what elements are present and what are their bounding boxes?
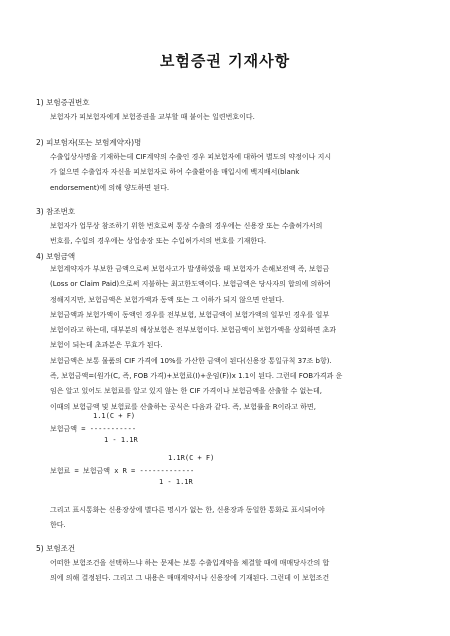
section-4-line-3: 정해지지만, 보험금액은 보험가액과 동액 또는 그 이하가 되지 않으면 안된다. bbox=[50, 295, 285, 304]
section-3-body bbox=[50, 219, 420, 250]
section-4-line-5: 보험이라고 하는데, 대부분의 해상보험은 전부보험이다. 보험금액이 보험가액을 상회하면 초과 bbox=[50, 326, 336, 335]
formula-2-numerator: 1.1R(C + F) bbox=[168, 454, 215, 462]
section-4-line-7: 보험금액은 보통 물품의 CIF 가격에 10%를 가산한 금액이 된다(신용장 통일규칙 37조 b항). bbox=[50, 356, 332, 365]
section-2-body bbox=[50, 150, 420, 196]
section-1-body bbox=[50, 110, 420, 125]
section-4-closing bbox=[50, 503, 420, 534]
section-4-line-9: 임은 알고 있어도 보험료를 알고 있지 않는 한 CIF 가격이나 보험금액을 산출할 수 없는데, bbox=[50, 387, 323, 396]
section-2-heading: 2) 피보험자(또는 보험계약자)명 bbox=[36, 138, 142, 147]
section-4-heading: 4) 보험금액 bbox=[36, 252, 76, 261]
formula-1-label: 보험금액 = ----------- bbox=[50, 425, 137, 433]
section-2-line-3: endorsement)에 의해 양도하면 된다. bbox=[50, 183, 170, 192]
section-4-line-2: (Loss or Claim Paid)으로써 지불하는 최고한도액이다. 보험금액은 당사자의 합의에 의하여 bbox=[50, 280, 331, 289]
section-1-line-1: 보험자가 피보험자에게 보험증권을 교부할 때 붙이는 일련번호이다. bbox=[50, 113, 255, 121]
section-2-line-2: 가 없으면 수출업자 자신을 피보험자로 하여 수출환어음 매입시에 백지배서(blank bbox=[50, 168, 300, 177]
section-5-body bbox=[50, 556, 420, 587]
formula-2-denominator: 1 - 1.1R bbox=[159, 478, 193, 486]
section-5-heading: 5) 보험조건 bbox=[36, 544, 76, 553]
formula-1-numerator: 1.1(C + F) bbox=[93, 412, 136, 420]
formula-1-denominator: 1 - 1.1R bbox=[104, 436, 138, 444]
section-4-closing-line-2: 한다. bbox=[50, 521, 66, 530]
section-4-line-10: 이때의 보험금액 및 보험료를 산출하는 공식은 다음과 같다. 즉, 보험률을 R이라고 하면, bbox=[50, 402, 316, 411]
section-4-body bbox=[50, 262, 420, 415]
section-4-line-4: 보험금액과 보험가액이 동액인 경우를 전부보험, 보험금액이 보험가액의 일부인 경우를 일부 bbox=[50, 310, 330, 319]
section-5-line-1: 어떠한 보험조건을 선택하느냐 하는 문제는 보통 수출입계약을 체결할 때에 매매당사간의 합 bbox=[50, 559, 330, 567]
section-4-line-6: 보험이 되는데 초과분은 무효가 된다. bbox=[50, 341, 163, 350]
section-3-line-2: 번호를, 수입의 경우에는 상업송장 또는 수입허가서의 번호를 기재한다. bbox=[50, 237, 267, 246]
section-3-heading: 3) 참조번호 bbox=[36, 207, 76, 216]
formula-2-label: 보험료 = 보험금액 x R = ------------- bbox=[50, 467, 195, 475]
section-4-line-8: 즉, 보험금액=(원가(C, 즉, FOB 가격)+보험료(I)+운임(F))x 1.1이 된다. 그런데 FOB가격과 운 bbox=[50, 372, 343, 381]
section-2-line-1: 수출입상사명을 기재하는데 CIF계약의 수출인 경우 피보험자에 대하여 별도의 약정이나 지시 bbox=[50, 153, 332, 161]
page-title: 보험증권 기재사항 bbox=[159, 52, 291, 70]
section-5-line-2: 의에 의해 결정된다. 그리고 그 내용은 매매계약서나 신용장에 기재된다. 그런데 이 보험조건 bbox=[50, 574, 330, 583]
section-4-line-1: 보험계약자가 부보한 금액으로써 보험사고가 발생하였을 때 보험자가 손해보전액 즉, 보험금 bbox=[50, 265, 330, 273]
section-4-closing-line-1: 그리고 표시통화는 신용장상에 별다른 명시가 없는 한, 신용장과 동일한 통화로 표시되어야 bbox=[50, 506, 325, 514]
section-1-heading: 1) 보험증권번호 bbox=[36, 98, 90, 107]
section-3-line-1: 보험자가 업무상 참조하기 위한 번호로써 통상 수출의 경우에는 신용장 또는 수출허가서의 bbox=[50, 222, 323, 230]
